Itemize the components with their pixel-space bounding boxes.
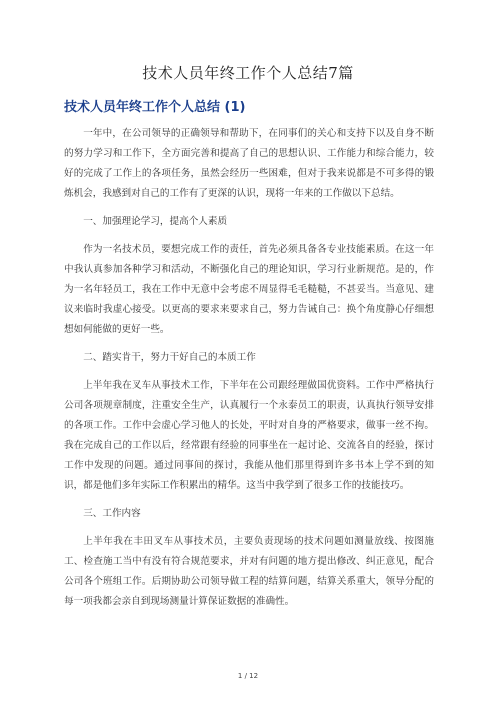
- subheading-1: 一、加强理论学习，提高个人素质: [83, 216, 228, 227]
- paragraph-intro: 一年中，在公司领导的正确领导和帮助下，在同事们的关心和支持下以及自身不断的努力学习和工作下，全方面完善和提高了自己的思想认识、工作能力和综合能力，较好的完成了工作上的各项任务，虽然会经历一些困难，但对于我来说都是不可多得的锻炼机会，我感到对自己的工作有了更深的认识，现将一年来的工作做以下总结。: [64, 128, 434, 199]
- paragraph-study: 作为一名技术员，要想完成工作的责任，首先必须具备各专业技能素质。在这一年中我认真参加各种学习和活动，不断强化自己的理论知识，学习行业新规范。是的，作为一名年轻员工，我在工作中无意中会考虑不周显得毛毛糙糙，不甚妥当。当意见、建议来临时我虚心接受。以更高的要求来要求自己，努力告诫自己：换个角度静心仔细想想如何能做的更好一些。: [64, 244, 434, 335]
- subheading-3: 三、工作内容: [83, 508, 141, 519]
- section-heading: 技术人员年终工作个人总结 (1): [64, 100, 246, 115]
- document-body: [64, 124, 434, 612]
- subheading-2: 二、踏实肯干，努力干好自己的本质工作: [83, 352, 256, 363]
- paragraph-content: 上半年我在丰田叉车从事技术员，主要负责现场的技术问题如测量放线、按图施工、检查施工当中有没有符合规范要求，并对有问题的地方提出修改、纠正意见，配合公司各个班组工作。后期协助公司领导做工程的结算问题，结算关系重大，领导分配的每一项我都会亲自到现场测量计算保证数据的准确性。: [64, 536, 434, 607]
- page-number: 1 / 12: [237, 672, 259, 680]
- paragraph-work: 上半年我在叉车从事技术工作，下半年在公司跟经理做国优资料。工作中严格执行公司各项规章制度，注重安全生产，认真履行一个永泰员工的职责，认真执行领导安排的各项工作。工作中会虚心学习他人的长处，平时对自身的严格要求，做事一丝不拘。我在完成自己的工作以后，经常跟有经验的同事坐在一起讨论、交流各自的经验，探讨工作中发现的问题。通过同事间的探讨，我能从他们那里得到许多书本上学不到的知识，都是他们多年实际工作积累出的精华。这当中我学到了很多工作的技能技巧。: [64, 380, 434, 491]
- document-title: 技术人员年终工作个人总结7篇: [142, 64, 354, 82]
